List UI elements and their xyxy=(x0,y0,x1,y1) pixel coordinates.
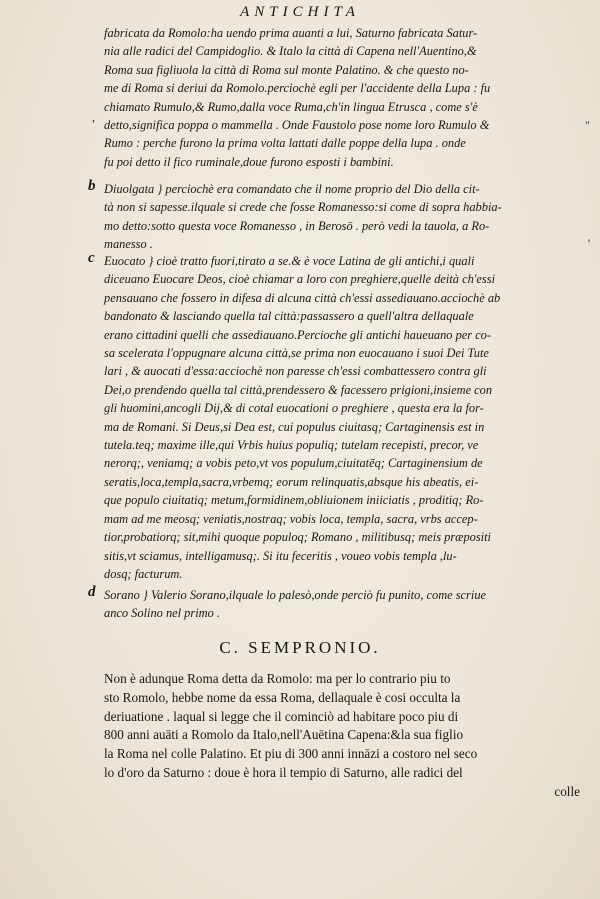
note-line: bandonato & lasciando quella tal città:passassero a quell'altra dellaquale xyxy=(104,309,474,324)
note-line: manesso . xyxy=(104,237,153,252)
commentary-line: lo d'oro da Saturno : doue è hora il tempio di Saturno, alle radici del xyxy=(104,764,463,780)
note-line: mam ad me meosq; veniatis,nostraq; vobis loca, templa, sacra, vrbs accep- xyxy=(104,511,478,526)
note-line: lari , & auocati d'essa:acciochè non paresse ch'essi combattessero contra gli xyxy=(104,364,487,379)
commentary-line: sto Romolo, hebbe nome da essa Roma, dellaquale è cosi occulta la xyxy=(104,689,461,705)
note-marker-b: b xyxy=(88,178,96,194)
note-line: Dei,o prendendo quella tal città,prendessero & facessero prigioni,insieme con xyxy=(104,382,493,397)
note-line: fu poi detto il fico ruminale,doue furono esposti i bambini. xyxy=(104,154,394,169)
note-line: dosq; facturum. xyxy=(104,566,183,581)
note-line: sitis,vt sciamus, intelligamusq;. Si itu feceritis , voueo vobis templa ,lu- xyxy=(104,548,457,563)
note-d xyxy=(104,586,582,623)
commentary-line: la Roma nel colle Palatino. Et piu di 300 anni innāzi a costoro nel seco xyxy=(104,746,478,762)
note-line: nerorq;, veniamq; a vobis peto,vt vos populum,ciuitatēq; Cartaginensium de xyxy=(104,456,483,471)
note-line: Roma sua figliuola la città di Roma sul monte Palatino. & che questo no- xyxy=(104,62,469,77)
commentary-text xyxy=(104,670,580,802)
note-marker-c: c xyxy=(88,250,95,266)
note-line: seratis,loca,templa,sacra,vrbemq; eorum relinquatis,absque his abeatis, ei- xyxy=(104,474,479,489)
commentary-line: Non è adunque Roma detta da Romolo: ma per lo contrario piu to xyxy=(104,671,451,686)
note-line: tutela.teq; maxime ille,qui Vrbis huius populiq; tutelam recepisti, precor, ve xyxy=(104,438,479,453)
section-heading: C. SEMPRONIO. xyxy=(219,638,381,657)
note-top xyxy=(104,24,582,171)
margin-mark: " xyxy=(585,118,590,132)
note-line: tà non si sapesse.ilquale si crede che fosse Romanesso:si come di sopra habbia- xyxy=(104,200,502,215)
note-line: me di Roma si deriui da Romolo.perciochè egli per l'accidente della Lupa : fu xyxy=(104,81,491,96)
note-c xyxy=(104,252,582,583)
note-line: fabricata da Romolo:ha uendo prima auanti a lui, Saturno fabricata Satur- xyxy=(104,26,478,40)
note-marker-d: d xyxy=(88,584,96,600)
catchword: colle xyxy=(554,783,580,799)
note-line: gli huomini,ancogli Dij,& di cotal euocationi o preghiere , questa era la for- xyxy=(104,401,484,416)
note-line: Euocato } cioè tratto fuori,tirato a se.& è voce Latina de gli antichi,i quali xyxy=(104,254,475,268)
note-line: Rumo : perche furono la prima volta lattati dalle poppe della lupa . onde xyxy=(104,136,466,151)
note-line: Diuolgata } perciochè era comandato che il nome proprio del Dio della cit- xyxy=(104,182,480,196)
note-line: anco Solino nel primo . xyxy=(104,606,220,621)
note-line: tior,probatiorq; sit,mihi quoque populoq; Romano , militibusq; meis præpositi xyxy=(104,530,491,545)
note-line: detto,significa poppa o mammella . Onde Faustolo pose nome loro Rumulo & xyxy=(104,118,490,133)
running-head: ANTICHITA xyxy=(240,4,360,20)
note-line: sa scelerata l'oppugnare alcuna città,se prima non euocauano i suoi Dei Tute xyxy=(104,346,489,361)
note-line: chiamato Rumulo,& Rumo,dalla voce Ruma,ch'in lingua Etrusca , come s'è xyxy=(104,99,478,114)
note-line: ma de Romani. Si Deus,si Dea est, cui populus ciuitasq; Cartaginensis est in xyxy=(104,419,485,434)
commentary-line: deriuatione . laqual si legge che il cominciò ad habitare poco piu di xyxy=(104,708,459,724)
note-line: diceuano Euocare Deos, cioè chiamar a loro con preghiere,quelle deità ch'essi xyxy=(104,272,496,287)
note-line: mo detto:sotto questa voce Romanesso , in Berosō . però vedi la tauola, a Ro- xyxy=(104,218,490,233)
note-line: erano cittadini quelli che assediauano.Percioche gli antichi haueuano per co- xyxy=(104,327,492,342)
note-b xyxy=(104,180,582,254)
note-line: nia alle radici del Campidoglio. & Italo la città di Capena nell'Auentino,& xyxy=(104,44,477,59)
margin-mark: ' xyxy=(588,236,591,250)
note-line: pensauano che fossero in difesa di alcuna città ch'essi assediauano.acciochè ab xyxy=(104,290,501,305)
note-line: que populo ciuitatiq; metum,formidinem,obliuionem iniiciatis , proditiq; Ro- xyxy=(104,493,484,508)
commentary-line: 800 anni auāti a Romolo da Italo,nell'Auētina Capena:&la sua figlio xyxy=(104,727,464,743)
note-line: Sorano } Valerio Sorano,ilquale lo palesò,onde perciò fu punito, come scriue xyxy=(104,588,487,602)
margin-mark: , xyxy=(92,110,95,124)
